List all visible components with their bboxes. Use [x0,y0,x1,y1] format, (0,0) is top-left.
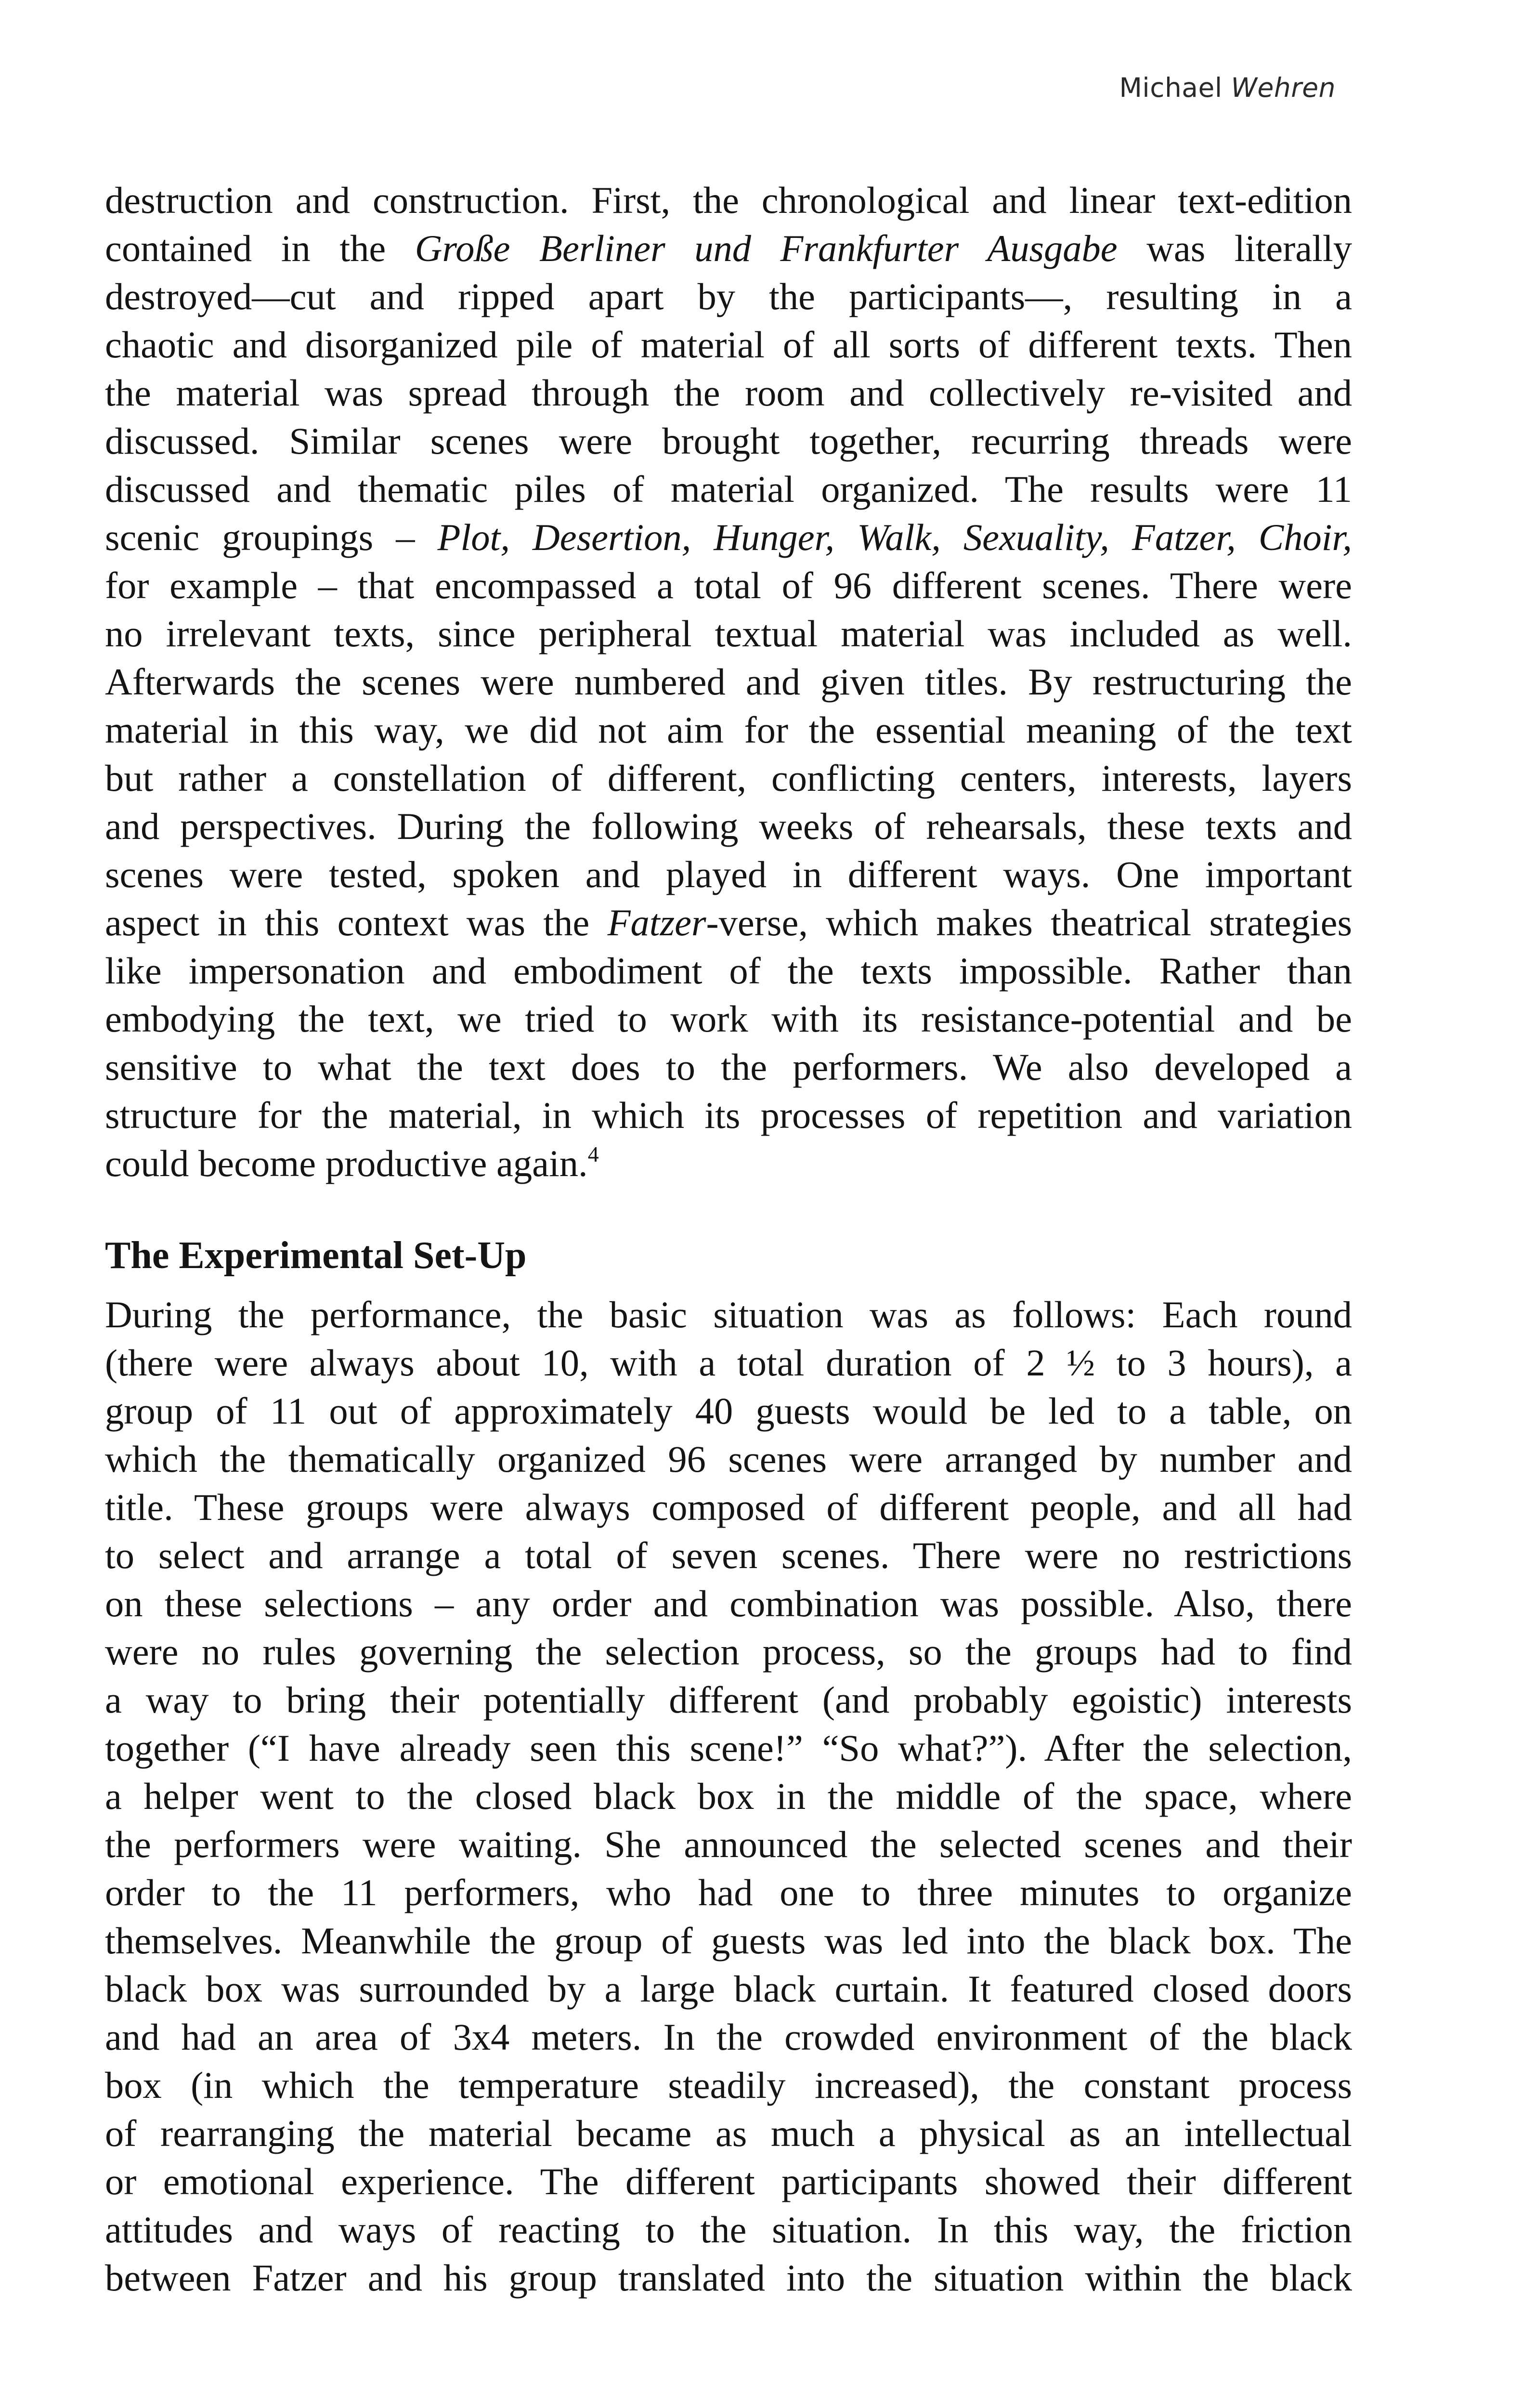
text-line [105,1387,1352,1435]
text-segment: -verse, which makes theatrical strategies [706,902,1352,943]
text-segment: a way to bring their potentially different (and probably egoistic) interests [105,1679,1352,1721]
text-segment: for example – that encompassed a total of 96 different scenes. There were [105,564,1352,606]
text-segment: and had an area of 3x4 meters. In the crowded environment of the black [105,2016,1352,2058]
italic-text: Große Berliner und Frankfurter Ausgabe [415,227,1118,269]
text-line [105,1772,1352,1820]
text-line [105,1483,1352,1531]
text-line [105,1676,1352,1724]
text-line [105,2013,1352,2061]
text-segment: scenic groupings – [105,516,438,558]
text-segment: scenes were tested, spoken and played in different ways. One important [105,853,1352,895]
text-segment: discussed and thematic piles of material organized. The results were 11 [105,468,1352,510]
text-segment: order to the 11 performers, who had one to three minutes to organize [105,1871,1352,1913]
running-head [1119,72,1336,103]
text-segment: Afterwards the scenes were numbered and given titles. By restructuring the [105,661,1352,703]
text-line [105,1091,1352,1139]
text-line [105,2158,1352,2206]
text-segment: group of 11 out of approximately 40 guests would be led to a table, on [105,1390,1352,1432]
text-segment: attitudes and ways of reacting to the situation. In this way, the friction [105,2209,1352,2251]
text-segment: contained in the [105,227,415,269]
text-line [105,176,1352,224]
text-line [105,1869,1352,1917]
text-segment: but rather a constellation of different, conflicting centers, interests, layers [105,757,1352,799]
text-segment: discussed. Similar scenes were brought together, recurring threads were [105,420,1352,462]
text-segment: (there were always about 10, with a total duration of 2 ½ to 3 hours), a [105,1342,1352,1384]
text-line [105,562,1352,610]
text-line [105,995,1352,1043]
text-segment: embodying the text, we tried to work with its resistance-potential and be [105,998,1352,1040]
text-segment: destroyed—cut and ripped apart by the participants—, resulting in a [105,275,1352,317]
text-line [105,706,1352,754]
text-segment: a helper went to the closed black box in the middle of the space, where [105,1775,1352,1817]
text-segment: were no rules governing the selection process, so the groups had to find [105,1631,1352,1673]
text-line [105,1965,1352,2013]
text-line [105,802,1352,851]
text-line [105,754,1352,802]
text-segment: on these selections – any order and combination was possible. Also, there [105,1583,1352,1624]
text-line [105,513,1352,562]
text-line [105,321,1352,369]
text-segment: could become productive again. [105,1142,588,1184]
text-segment: box (in which the temperature steadily increased), the constant process [105,2064,1352,2106]
text-segment: together (“I have already seen this scene!” “So what?”). After the selection, [105,1727,1352,1769]
text-line [105,2254,1352,2302]
text-segment: or emotional experience. The different participants showed their different [105,2160,1352,2202]
text-line [105,465,1352,513]
text-segment: to select and arrange a total of seven scenes. There were no restrictions [105,1534,1352,1576]
text-segment: aspect in this context was the [105,902,608,943]
text-segment: between Fatzer and his group translated into the situation within the black [105,2257,1352,2299]
section-heading: The Experimental Set-Up [105,1234,527,1277]
body-paragraph-2 [105,1291,1352,2302]
running-head-author-last: Wehren [1231,72,1336,103]
text-segment: the performers were waiting. She announced the selected scenes and their [105,1823,1352,1865]
text-segment: the material was spread through the room and collectively re-visited and [105,372,1352,414]
text-segment: sensitive to what the text does to the performers. We also developed a [105,1046,1352,1088]
running-head-author-first: Michael [1119,72,1223,103]
text-segment: destruction and construction. First, the chronological and linear text-edition [105,179,1352,221]
text-segment: no irrelevant texts, since peripheral textual material was included as well. [105,613,1352,654]
text-line [105,1628,1352,1676]
text-segment: title. These groups were always composed of different people, and all had [105,1486,1352,1528]
text-segment: like impersonation and embodiment of the texts impossible. Rather than [105,950,1352,992]
text-line [105,2109,1352,2158]
text-line [105,2061,1352,2109]
italic-text: Plot, Desertion, Hunger, Walk, Sexuality, Fatzer, Choir, [437,516,1352,558]
text-line [105,1291,1352,1339]
text-segment: During the performance, the basic situation was as follows: Each round [105,1294,1352,1335]
text-line [105,1917,1352,1965]
text-segment: which the thematically organized 96 scenes were arranged by number and [105,1438,1352,1480]
text-line [105,1043,1352,1091]
text-line [105,224,1352,273]
text-line [105,851,1352,899]
text-line [105,417,1352,465]
text-segment: structure for the material, in which its processes of repetition and variation [105,1094,1352,1136]
text-segment: and perspectives. During the following weeks of rehearsals, these texts and [105,805,1352,847]
text-line [105,1724,1352,1772]
text-line [105,273,1352,321]
text-line [105,1139,1352,1188]
text-line [105,1339,1352,1387]
text-line [105,899,1352,947]
footnote-marker: 4 [587,1142,599,1166]
italic-text: Fatzer [607,902,706,943]
text-segment: of rearranging the material became as much a physical as an intellectual [105,2112,1352,2154]
body-paragraph-1 [105,176,1352,1188]
text-line [105,1531,1352,1580]
text-line [105,610,1352,658]
text-segment: material in this way, we did not aim for the essential meaning of the text [105,709,1352,751]
text-segment: themselves. Meanwhile the group of guests was led into the black box. The [105,1920,1352,1962]
text-segment: chaotic and disorganized pile of material of all sorts of different texts. Then [105,324,1352,366]
text-segment: was literally [1117,227,1352,269]
text-line [105,1435,1352,1483]
text-line [105,2206,1352,2254]
text-line [105,1580,1352,1628]
text-line [105,1820,1352,1869]
text-line [105,947,1352,995]
text-line [105,658,1352,706]
text-segment: black box was surrounded by a large black curtain. It featured closed doors [105,1968,1352,2010]
text-line [105,369,1352,417]
